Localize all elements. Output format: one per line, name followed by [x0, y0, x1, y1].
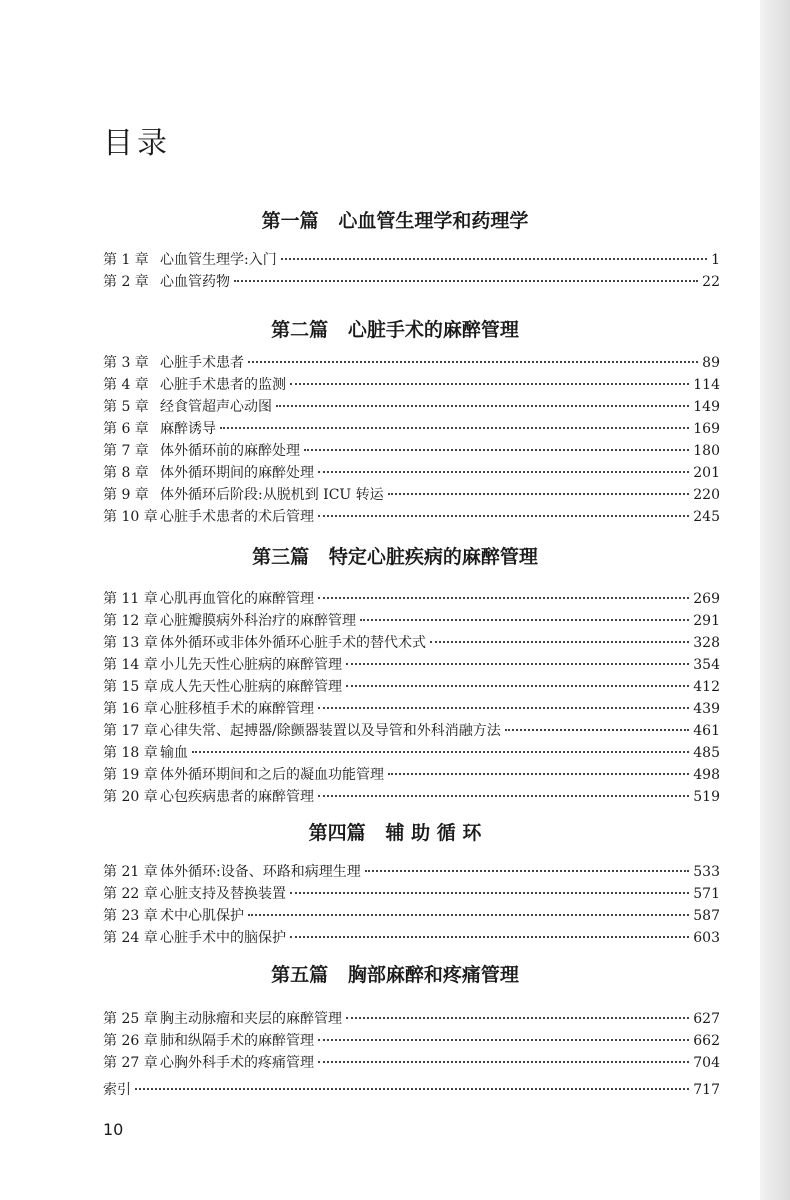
chapter-number: 第 1 章	[103, 252, 149, 268]
chapter-number: 第 25 章	[103, 1011, 158, 1027]
dot-leader	[346, 663, 689, 665]
page-ref: 704	[693, 1055, 720, 1071]
page-ref: 169	[693, 421, 720, 437]
part-heading: 第四篇 辅 助 循 环	[308, 822, 482, 844]
dot-leader	[346, 1017, 689, 1019]
chapter-number: 第 4 章	[103, 377, 149, 393]
chapter-title: 体外循环:设备、环路和病理生理	[160, 864, 361, 880]
chapter-number: 第 11 章	[103, 591, 158, 607]
toc-entry[interactable]	[103, 419, 720, 439]
chapter-number: 第 26 章	[103, 1033, 158, 1049]
dot-leader	[290, 892, 689, 894]
toc-entry[interactable]	[103, 765, 720, 785]
chapter-title: 心脏瓣膜病外科治疗的麻醉管理	[160, 613, 356, 629]
dot-leader	[281, 258, 707, 260]
toc-entry[interactable]	[103, 463, 720, 483]
part-heading: 第二篇 心脏手术的麻醉管理	[271, 319, 519, 341]
page-ref: 412	[693, 679, 720, 695]
page-ref: 533	[693, 864, 720, 880]
page-ref: 328	[693, 635, 720, 651]
toc-entry[interactable]	[103, 787, 720, 807]
dot-leader	[430, 641, 689, 643]
page-ref: 1	[711, 252, 720, 268]
page-ref: 291	[693, 613, 720, 629]
part-heading: 第三篇 特定心脏疾病的麻醉管理	[252, 546, 538, 568]
dot-leader	[318, 1039, 689, 1041]
dot-leader	[318, 471, 689, 473]
dot-leader	[248, 914, 689, 916]
chapter-title: 心包疾病患者的麻醉管理	[160, 789, 314, 805]
toc-entry[interactable]	[103, 1031, 720, 1051]
chapter-number: 第 14 章	[103, 657, 158, 673]
page-ref: 603	[693, 930, 720, 946]
toc-entry[interactable]	[103, 743, 720, 763]
chapter-title: 心律失常、起搏器/除颤器装置以及导管和外科消融方法	[160, 723, 501, 739]
page-edge-shadow	[760, 0, 790, 1200]
page-ref: 245	[693, 509, 720, 525]
chapter-title: 经食管超声心动图	[160, 399, 272, 415]
page-ref: 439	[693, 701, 720, 717]
page-ref: 662	[693, 1033, 720, 1049]
toc-entry[interactable]	[103, 441, 720, 461]
page-number: 10	[103, 1120, 124, 1139]
toc-entry[interactable]	[103, 353, 720, 373]
chapter-title: 输血	[160, 745, 188, 761]
chapter-number: 第 5 章	[103, 399, 149, 415]
page-ref: 627	[693, 1011, 720, 1027]
toc-entry[interactable]	[103, 633, 720, 653]
toc-entry[interactable]	[103, 272, 720, 292]
toc-entry[interactable]	[103, 699, 720, 719]
toc-entry[interactable]	[103, 485, 720, 505]
page-ref: 269	[693, 591, 720, 607]
chapter-number: 第 16 章	[103, 701, 158, 717]
chapter-number: 第 7 章	[103, 443, 149, 459]
chapter-title: 体外循环后阶段:从脱机到 ICU 转运	[160, 487, 384, 503]
chapter-number: 第 19 章	[103, 767, 158, 783]
page-ref: 114	[693, 377, 720, 393]
toc-entry[interactable]	[103, 862, 720, 882]
chapter-title: 麻醉诱导	[160, 421, 216, 437]
page-ref: 717	[693, 1082, 720, 1098]
part-heading: 第一篇 心血管生理学和药理学	[261, 210, 529, 232]
dot-leader	[388, 493, 690, 495]
chapter-number: 第 18 章	[103, 745, 158, 761]
page-ref: 354	[693, 657, 720, 673]
toc-entry[interactable]	[103, 397, 720, 417]
toc-entry[interactable]	[103, 375, 720, 395]
dot-leader	[276, 405, 689, 407]
part-heading: 第五篇 胸部麻醉和疼痛管理	[271, 964, 519, 986]
chapter-title: 心脏手术患者	[160, 355, 244, 371]
dot-leader	[234, 280, 698, 282]
page-ref: 201	[693, 465, 720, 481]
dot-leader	[346, 685, 689, 687]
chapter-number: 第 23 章	[103, 908, 158, 924]
dot-leader	[505, 729, 690, 731]
chapter-title: 心脏手术患者的术后管理	[160, 509, 314, 525]
chapter-title: 体外循环期间的麻醉处理	[160, 465, 314, 481]
page-ref: 519	[693, 789, 720, 805]
chapter-title: 心脏手术中的脑保护	[160, 930, 286, 946]
chapter-number: 第 20 章	[103, 789, 158, 805]
dot-leader	[290, 383, 689, 385]
toc-entry[interactable]	[103, 721, 720, 741]
chapter-number: 第 13 章	[103, 635, 158, 651]
toc-entry[interactable]	[103, 611, 720, 631]
chapter-title: 肺和纵隔手术的麻醉管理	[160, 1033, 314, 1049]
page-ref: 22	[702, 274, 720, 290]
chapter-number: 第 27 章	[103, 1055, 158, 1071]
chapter-number: 第 22 章	[103, 886, 158, 902]
dot-leader	[318, 1061, 689, 1063]
toc-entry[interactable]	[103, 677, 720, 697]
chapter-title: 体外循环前的麻醉处理	[160, 443, 300, 459]
toc-entry[interactable]	[103, 1009, 720, 1029]
dot-leader	[248, 361, 698, 363]
chapter-number: 第 15 章	[103, 679, 158, 695]
toc-entry[interactable]	[103, 655, 720, 675]
chapter-title: 心脏移植手术的麻醉管理	[160, 701, 314, 717]
chapter-title: 小儿先天性心脏病的麻醉管理	[160, 657, 342, 673]
chapter-title: 体外循环或非体外循环心脏手术的替代术式	[160, 635, 426, 651]
page-ref: 485	[693, 745, 720, 761]
toc-entry[interactable]	[103, 1053, 720, 1073]
chapter-title: 心脏支持及替换装置	[160, 886, 286, 902]
chapter-title: 心脏手术患者的监测	[160, 377, 286, 393]
toc-entry[interactable]	[103, 1080, 720, 1100]
chapter-title: 心血管药物	[160, 274, 230, 290]
page-ref: 180	[693, 443, 720, 459]
chapter-number: 第 24 章	[103, 930, 158, 946]
dot-leader	[388, 773, 689, 775]
chapter-title: 胸主动脉瘤和夹层的麻醉管理	[160, 1011, 342, 1027]
dot-leader	[304, 449, 689, 451]
dot-leader	[135, 1088, 689, 1090]
toc-entry[interactable]	[103, 906, 720, 926]
toc-entry[interactable]	[103, 250, 720, 270]
dot-leader	[318, 515, 689, 517]
chapter-title: 心胸外科手术的疼痛管理	[160, 1055, 314, 1071]
chapter-number: 第 8 章	[103, 465, 149, 481]
toc-entry[interactable]	[103, 507, 720, 527]
toc-entry[interactable]	[103, 884, 720, 904]
dot-leader	[365, 870, 690, 872]
chapter-title: 体外循环期间和之后的凝血功能管理	[160, 767, 384, 783]
chapter-title: 术中心肌保护	[160, 908, 244, 924]
dot-leader	[318, 597, 689, 599]
dot-leader	[318, 795, 689, 797]
chapter-number: 第 9 章	[103, 487, 149, 503]
chapter-number: 第 12 章	[103, 613, 158, 629]
page-ref: 149	[693, 399, 720, 415]
dot-leader	[318, 707, 689, 709]
chapter-number: 第 21 章	[103, 864, 158, 880]
dot-leader	[220, 427, 689, 429]
chapter-number: 第 6 章	[103, 421, 149, 437]
chapter-title: 心血管生理学:入门	[160, 252, 277, 268]
chapter-number: 第 17 章	[103, 723, 158, 739]
chapter-number: 第 3 章	[103, 355, 149, 371]
chapter-title: 心肌再血管化的麻醉管理	[160, 591, 314, 607]
page-ref: 220	[693, 487, 720, 503]
toc-entry[interactable]	[103, 589, 720, 609]
chapter-number: 第 10 章	[103, 509, 158, 525]
dot-leader	[192, 751, 689, 753]
dot-leader	[360, 619, 689, 621]
chapter-number: 索引	[103, 1082, 131, 1098]
chapter-title: 成人先天性心脏病的麻醉管理	[160, 679, 342, 695]
toc-entry[interactable]	[103, 928, 720, 948]
page-ref: 571	[693, 886, 720, 902]
page-ref: 461	[693, 723, 720, 739]
page-ref: 587	[693, 908, 720, 924]
dot-leader	[290, 936, 689, 938]
chapter-number: 第 2 章	[103, 274, 149, 290]
page-ref: 498	[693, 767, 720, 783]
page-ref: 89	[702, 355, 720, 371]
toc-title: 目录	[103, 126, 171, 161]
